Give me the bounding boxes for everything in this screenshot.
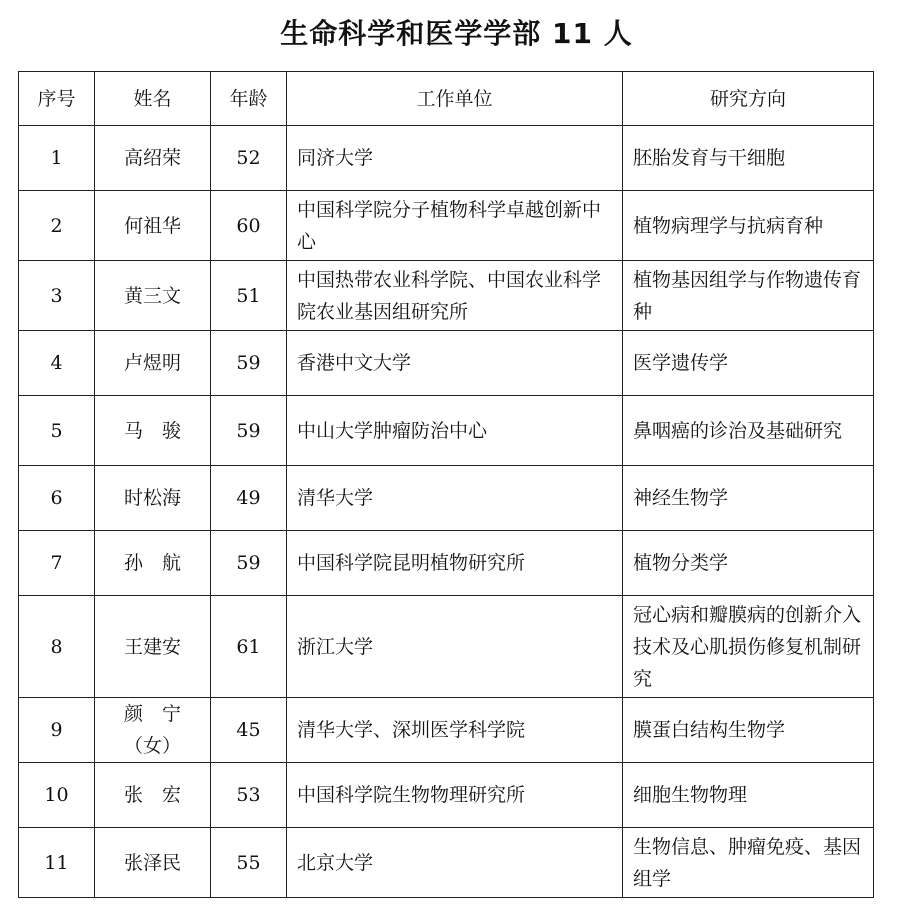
cell-age: 60 (211, 191, 287, 261)
table-row (19, 698, 874, 763)
cell-age: 61 (211, 596, 287, 698)
header-unit: 工作单位 (287, 72, 623, 126)
cell-field: 植物基因组学与作物遗传育种 (623, 261, 874, 331)
header-name: 姓名 (95, 72, 211, 126)
cell-unit: 中国科学院昆明植物研究所 (287, 531, 623, 596)
cell-no: 4 (19, 331, 95, 396)
cell-unit: 中国科学院生物物理研究所 (287, 763, 623, 828)
table-row (19, 531, 874, 596)
cell-no: 1 (19, 126, 95, 191)
table-row (19, 396, 874, 466)
cell-age: 52 (211, 126, 287, 191)
cell-field: 膜蛋白结构生物学 (623, 698, 874, 763)
cell-age: 59 (211, 331, 287, 396)
cell-no: 2 (19, 191, 95, 261)
cell-name: 王建安 (95, 596, 211, 698)
cell-age: 55 (211, 828, 287, 898)
cell-age: 49 (211, 466, 287, 531)
page-title: 生命科学和医学学部 11 人 (280, 17, 633, 50)
cell-no: 9 (19, 698, 95, 763)
cell-age: 51 (211, 261, 287, 331)
table-row (19, 191, 874, 261)
cell-no: 3 (19, 261, 95, 331)
cell-no: 8 (19, 596, 95, 698)
cell-no: 10 (19, 763, 95, 828)
cell-unit: 同济大学 (287, 126, 623, 191)
cell-no: 7 (19, 531, 95, 596)
cell-name: 张泽民 (95, 828, 211, 898)
cell-field: 细胞生物物理 (623, 763, 874, 828)
cell-no: 6 (19, 466, 95, 531)
cell-unit: 中国科学院分子植物科学卓越创新中心 (287, 191, 623, 261)
cell-field: 植物分类学 (623, 531, 874, 596)
cell-unit: 清华大学、深圳医学科学院 (287, 698, 623, 763)
cell-unit: 浙江大学 (287, 596, 623, 698)
cell-unit: 中山大学肿瘤防治中心 (287, 396, 623, 466)
cell-age: 59 (211, 396, 287, 466)
table-row (19, 331, 874, 396)
cell-field: 鼻咽癌的诊治及基础研究 (623, 396, 874, 466)
cell-unit: 中国热带农业科学院、中国农业科学院农业基因组研究所 (287, 261, 623, 331)
cell-name (95, 698, 211, 763)
cell-name: 马 骏 (95, 396, 211, 466)
academician-table (18, 71, 874, 898)
header-field: 研究方向 (623, 72, 874, 126)
table-header-row (19, 72, 874, 126)
cell-field: 生物信息、肿瘤免疫、基因组学 (623, 828, 874, 898)
cell-field: 神经生物学 (623, 466, 874, 531)
cell-name: 张 宏 (95, 763, 211, 828)
table-row (19, 126, 874, 191)
cell-field: 胚胎发育与干细胞 (623, 126, 874, 191)
cell-age: 59 (211, 531, 287, 596)
cell-name: 高绍荣 (95, 126, 211, 191)
table-row (19, 596, 874, 698)
table-row (19, 466, 874, 531)
header-no: 序号 (19, 72, 95, 126)
header-age: 年龄 (211, 72, 287, 126)
cell-no: 5 (19, 396, 95, 466)
cell-age: 53 (211, 763, 287, 828)
cell-age: 45 (211, 698, 287, 763)
cell-field: 植物病理学与抗病育种 (623, 191, 874, 261)
table-row (19, 763, 874, 828)
cell-unit: 清华大学 (287, 466, 623, 531)
cell-name: 卢煜明 (95, 331, 211, 396)
cell-name: 时松海 (95, 466, 211, 531)
cell-name: 何祖华 (95, 191, 211, 261)
cell-name: 孙 航 (95, 531, 211, 596)
cell-name: 黄三文 (95, 261, 211, 331)
table-row (19, 261, 874, 331)
name-note: （女） (123, 735, 181, 757)
cell-no: 11 (19, 828, 95, 898)
cell-field: 医学遗传学 (623, 331, 874, 396)
cell-field: 冠心病和瓣膜病的创新介入技术及心肌损伤修复机制研究 (623, 596, 874, 698)
cell-unit: 香港中文大学 (287, 331, 623, 396)
cell-unit: 北京大学 (287, 828, 623, 898)
name-text: 颜 宁 (123, 703, 181, 725)
table-row (19, 828, 874, 898)
